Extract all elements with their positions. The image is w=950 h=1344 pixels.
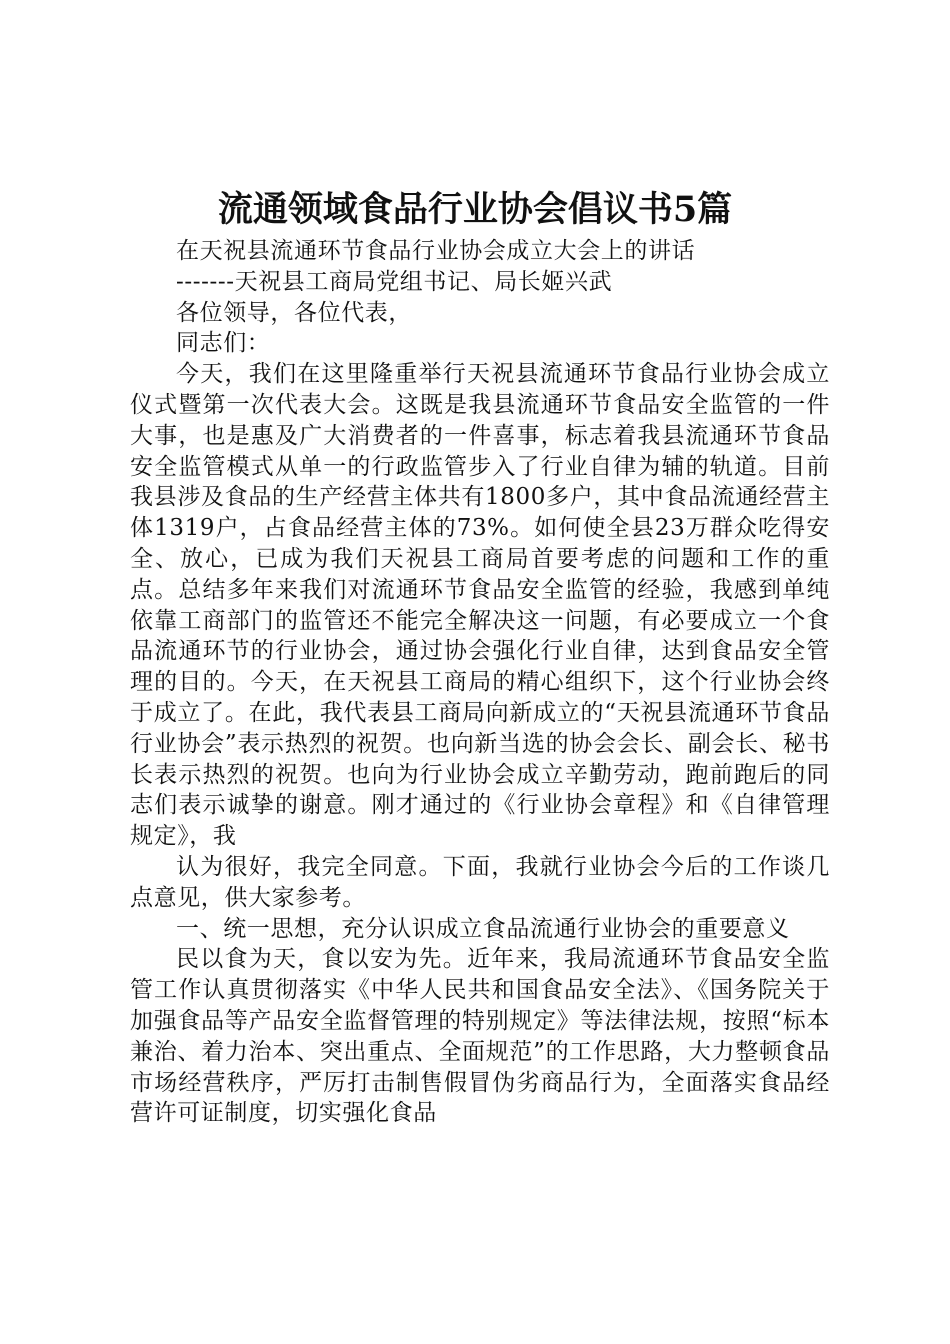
- body-paragraph: 民以食为天，食以安为先。近年来，我局流通环节食品安全监管工作认真贯彻落实《中华人民共和国食品安全法》、《国务院关于加强食品等产品安全监督管理的特别规定》等法律法规，按照“标本兼治、着力治本、突出重点、全面规范”的工作思路，大力整顿食品市场经营秩序，严厉打击制售假冒伪劣商品行为，全面落实食品经营许可证制度，切实强化食品: [130, 946, 830, 1127]
- salutation-line: 同志们：: [176, 330, 271, 357]
- section-heading: 一、统一思想，充分认识成立食品流通行业协会的重要意义: [176, 915, 790, 942]
- speaker-line: -------天祝县工商局党组书记、局长姬兴武: [176, 268, 613, 295]
- speech-heading: 在天祝县流通环节食品行业协会成立大会上的讲话: [176, 238, 696, 264]
- body-paragraph: 认为很好，我完全同意。下面，我就行业协会今后的工作谈几点意见，供大家参考。: [130, 853, 830, 911]
- document-body: [130, 236, 830, 1129]
- salutation-line: 各位领导，各位代表，: [176, 299, 412, 326]
- body-paragraph: 今天，我们在这里隆重举行天祝县流通环节食品行业协会成立仪式暨第一次代表大会。这既是我县流通环节食品安全监管的一件大事，也是惠及广大消费者的一件喜事，标志着我县流通环节食品安全监管模式从单一的行政监管步入了行业自律为辅的轨道。目前我县涉及食品的生产经营主体共有1800多户，其中食品流通经营主体1319户，占食品经营主体的73%。如何使全县23万群众吃得安全、放心，已成为我们天祝县工商局首要考虑的问题和工作的重点。总结多年来我们对流通环节食品安全监管的经验，我感到单纯依靠工商部门的监管还不能完全解决这一问题，有必要成立一个食品流通环节的行业协会，通过协会强化行业自律，达到食品安全管理的目的。今天，在天祝县工商局的精心组织下，这个行业协会终于成立了。在此，我代表县工商局向新成立的“天祝县流通环节食品行业协会”表示热烈的祝贺。也向新当选的协会会长、副会长、秘书长表示热烈的祝贺。也向为行业协会成立辛勤劳动，跑前跑后的同志们表示诚挚的谢意。刚才通过的《行业协会章程》和《自律管理规定》，我: [130, 361, 830, 850]
- document-title: 流通领域食品行业协会倡议书5篇: [217, 189, 733, 230]
